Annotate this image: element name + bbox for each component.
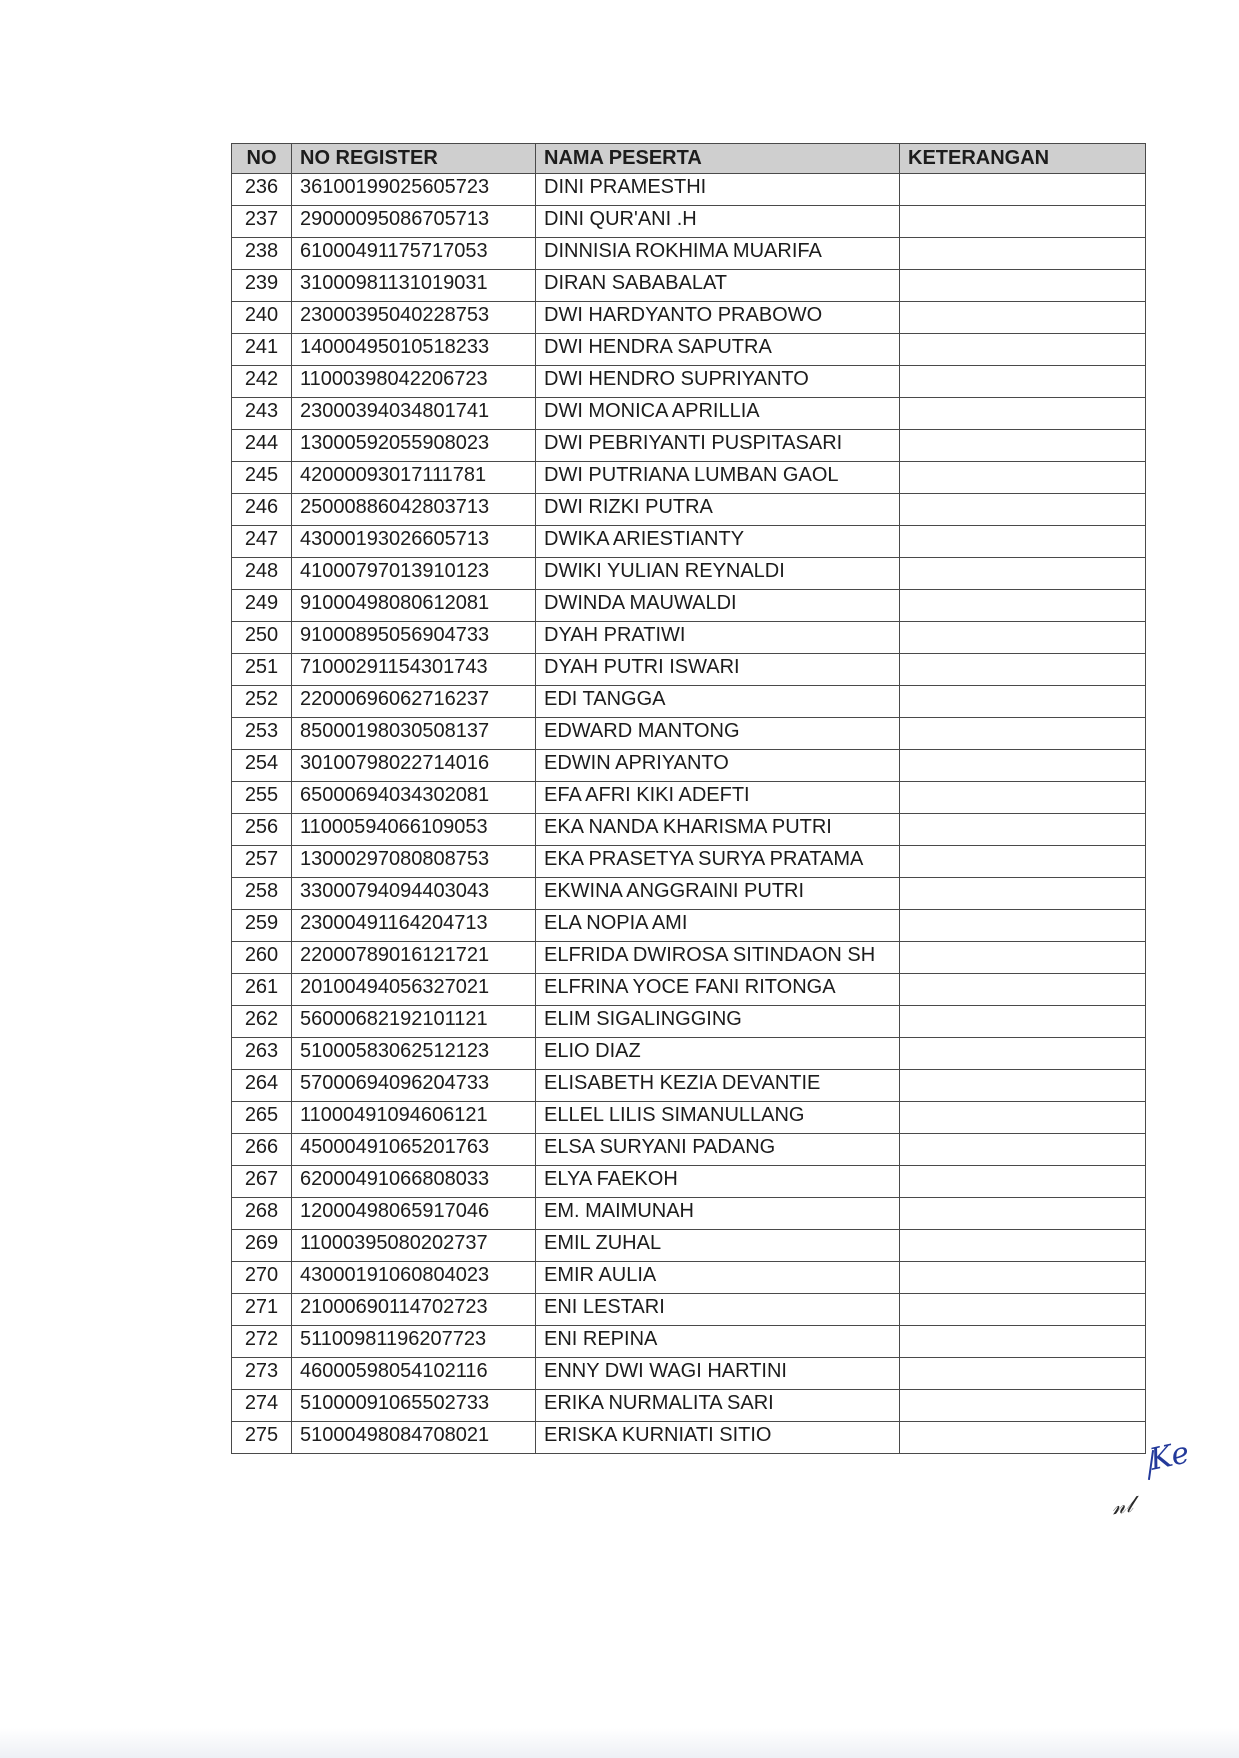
cell-name: ELLEL LILIS SIMANULLANG — [536, 1102, 900, 1134]
table-row — [232, 1134, 1146, 1166]
cell-no: 251 — [232, 654, 292, 686]
cell-no: 242 — [232, 366, 292, 398]
table-row — [232, 782, 1146, 814]
cell-name: ENNY DWI WAGI HARTINI — [536, 1358, 900, 1390]
table-row — [232, 334, 1146, 366]
cell-register: 11000491094606121 — [292, 1102, 536, 1134]
table-row — [232, 1102, 1146, 1134]
cell-no: 265 — [232, 1102, 292, 1134]
cell-name: DINI QUR'ANI .H — [536, 206, 900, 238]
cell-note — [900, 1390, 1146, 1422]
cell-note — [900, 686, 1146, 718]
cell-note — [900, 1262, 1146, 1294]
cell-note — [900, 1358, 1146, 1390]
cell-name: EDI TANGGA — [536, 686, 900, 718]
cell-no: 246 — [232, 494, 292, 526]
cell-note — [900, 1166, 1146, 1198]
cell-no: 259 — [232, 910, 292, 942]
cell-name: ERISKA KURNIATI SITIO — [536, 1422, 900, 1454]
cell-no: 245 — [232, 462, 292, 494]
cell-name: DWI RIZKI PUTRA — [536, 494, 900, 526]
cell-no: 258 — [232, 878, 292, 910]
cell-name: EDWARD MANTONG — [536, 718, 900, 750]
cell-no: 273 — [232, 1358, 292, 1390]
cell-no: 256 — [232, 814, 292, 846]
cell-name: ELYA FAEKOH — [536, 1166, 900, 1198]
table-row — [232, 1262, 1146, 1294]
cell-no: 254 — [232, 750, 292, 782]
table-row — [232, 654, 1146, 686]
cell-note — [900, 398, 1146, 430]
table-header-row — [232, 144, 1146, 174]
header-note: KETERANGAN — [900, 144, 1146, 174]
cell-no: 271 — [232, 1294, 292, 1326]
cell-name: ENI LESTARI — [536, 1294, 900, 1326]
table-row — [232, 462, 1146, 494]
cell-no: 237 — [232, 206, 292, 238]
cell-register: 13000297080808753 — [292, 846, 536, 878]
cell-note — [900, 1198, 1146, 1230]
cell-register: 31000981131019031 — [292, 270, 536, 302]
table-row — [232, 686, 1146, 718]
cell-no: 257 — [232, 846, 292, 878]
table-row — [232, 814, 1146, 846]
table-row — [232, 622, 1146, 654]
table-row — [232, 1166, 1146, 1198]
cell-register: 29000095086705713 — [292, 206, 536, 238]
cell-register: 43000193026605713 — [292, 526, 536, 558]
table-row — [232, 1326, 1146, 1358]
cell-note — [900, 654, 1146, 686]
cell-no: 269 — [232, 1230, 292, 1262]
cell-register: 22000789016121721 — [292, 942, 536, 974]
cell-register: 51000583062512123 — [292, 1038, 536, 1070]
table-row — [232, 398, 1146, 430]
cell-no: 267 — [232, 1166, 292, 1198]
cell-register: 45000491065201763 — [292, 1134, 536, 1166]
cell-register: 41000797013910123 — [292, 558, 536, 590]
table-row — [232, 430, 1146, 462]
cell-note — [900, 1006, 1146, 1038]
cell-name: ELIM SIGALINGGING — [536, 1006, 900, 1038]
cell-no: 272 — [232, 1326, 292, 1358]
cell-name: ELIO DIAZ — [536, 1038, 900, 1070]
header-no: NO — [232, 144, 292, 174]
cell-no: 241 — [232, 334, 292, 366]
cell-register: 56000682192101121 — [292, 1006, 536, 1038]
cell-no: 240 — [232, 302, 292, 334]
cell-register: 43000191060804023 — [292, 1262, 536, 1294]
table-row — [232, 270, 1146, 302]
cell-name: DYAH PRATIWI — [536, 622, 900, 654]
cell-name: DWINDA MAUWALDI — [536, 590, 900, 622]
cell-note — [900, 334, 1146, 366]
cell-note — [900, 590, 1146, 622]
cell-no: 262 — [232, 1006, 292, 1038]
table-row — [232, 974, 1146, 1006]
table-row — [232, 910, 1146, 942]
cell-register: 71000291154301743 — [292, 654, 536, 686]
cell-register: 25000886042803713 — [292, 494, 536, 526]
cell-register: 33000794094403043 — [292, 878, 536, 910]
cell-no: 243 — [232, 398, 292, 430]
cell-note — [900, 878, 1146, 910]
cell-note — [900, 366, 1146, 398]
cell-no: 250 — [232, 622, 292, 654]
cell-name: EMIR AULIA — [536, 1262, 900, 1294]
cell-note — [900, 814, 1146, 846]
cell-register: 13000592055908023 — [292, 430, 536, 462]
cell-name: ELA NOPIA AMI — [536, 910, 900, 942]
cell-no: 260 — [232, 942, 292, 974]
cell-register: 91000498080612081 — [292, 590, 536, 622]
cell-no: 268 — [232, 1198, 292, 1230]
cell-name: EDWIN APRIYANTO — [536, 750, 900, 782]
table-row — [232, 1230, 1146, 1262]
cell-no: 244 — [232, 430, 292, 462]
table-row — [232, 942, 1146, 974]
cell-no: 263 — [232, 1038, 292, 1070]
cell-register: 11000398042206723 — [292, 366, 536, 398]
cell-register: 91000895056904733 — [292, 622, 536, 654]
cell-note — [900, 910, 1146, 942]
cell-register: 36100199025605723 — [292, 174, 536, 206]
cell-no: 275 — [232, 1422, 292, 1454]
cell-register: 51000498084708021 — [292, 1422, 536, 1454]
cell-note — [900, 750, 1146, 782]
table-row — [232, 366, 1146, 398]
cell-no: 239 — [232, 270, 292, 302]
participant-table — [231, 143, 1146, 1454]
table-row — [232, 750, 1146, 782]
cell-name: EM. MAIMUNAH — [536, 1198, 900, 1230]
table-row — [232, 238, 1146, 270]
cell-name: DINI PRAMESTHI — [536, 174, 900, 206]
cell-name: DIRAN SABABALAT — [536, 270, 900, 302]
cell-note — [900, 782, 1146, 814]
cell-register: 22000696062716237 — [292, 686, 536, 718]
cell-name: DWIKI YULIAN REYNALDI — [536, 558, 900, 590]
table-row — [232, 1390, 1146, 1422]
table-row — [232, 1006, 1146, 1038]
cell-no: 253 — [232, 718, 292, 750]
cell-no: 248 — [232, 558, 292, 590]
cell-register: 23000394034801741 — [292, 398, 536, 430]
table-row — [232, 206, 1146, 238]
header-name: NAMA PESERTA — [536, 144, 900, 174]
table-row — [232, 302, 1146, 334]
cell-no: 274 — [232, 1390, 292, 1422]
cell-note — [900, 718, 1146, 750]
cell-note — [900, 1134, 1146, 1166]
table-row — [232, 1422, 1146, 1454]
cell-no: 252 — [232, 686, 292, 718]
table-row — [232, 846, 1146, 878]
cell-name: EKWINA ANGGRAINI PUTRI — [536, 878, 900, 910]
cell-name: ELISABETH KEZIA DEVANTIE — [536, 1070, 900, 1102]
cell-name: DINNISIA ROKHIMA MUARIFA — [536, 238, 900, 270]
table-row — [232, 174, 1146, 206]
header-register: NO REGISTER — [292, 144, 536, 174]
cell-register: 46000598054102116 — [292, 1358, 536, 1390]
cell-register: 85000198030508137 — [292, 718, 536, 750]
cell-name: ENI REPINA — [536, 1326, 900, 1358]
cell-name: ELFRINA YOCE FANI RITONGA — [536, 974, 900, 1006]
table-row — [232, 590, 1146, 622]
cell-name: EKA NANDA KHARISMA PUTRI — [536, 814, 900, 846]
cell-note — [900, 1326, 1146, 1358]
cell-name: DWI HARDYANTO PRABOWO — [536, 302, 900, 334]
cell-register: 21000690114702723 — [292, 1294, 536, 1326]
table-row — [232, 558, 1146, 590]
cell-note — [900, 942, 1146, 974]
cell-note — [900, 1102, 1146, 1134]
cell-register: 65000694034302081 — [292, 782, 536, 814]
cell-note — [900, 846, 1146, 878]
cell-no: 249 — [232, 590, 292, 622]
cell-note — [900, 1070, 1146, 1102]
cell-register: 61000491175717053 — [292, 238, 536, 270]
cell-register: 23000395040228753 — [292, 302, 536, 334]
cell-name: EMIL ZUHAL — [536, 1230, 900, 1262]
cell-name: DWI PEBRIYANTI PUSPITASARI — [536, 430, 900, 462]
cell-register: 11000594066109053 — [292, 814, 536, 846]
cell-name: DWI HENDRO SUPRIYANTO — [536, 366, 900, 398]
table-row — [232, 1038, 1146, 1070]
cell-note — [900, 622, 1146, 654]
cell-no: 238 — [232, 238, 292, 270]
table-body — [232, 174, 1146, 1454]
cell-note — [900, 206, 1146, 238]
cell-note — [900, 462, 1146, 494]
cell-name: DWI MONICA APRILLIA — [536, 398, 900, 430]
cell-name: EKA PRASETYA SURYA PRATAMA — [536, 846, 900, 878]
cell-no: 255 — [232, 782, 292, 814]
cell-register: 30100798022714016 — [292, 750, 536, 782]
cell-register: 12000498065917046 — [292, 1198, 536, 1230]
table-row — [232, 718, 1146, 750]
cell-note — [900, 494, 1146, 526]
cell-no: 247 — [232, 526, 292, 558]
cell-register: 20100494056327021 — [292, 974, 536, 1006]
cell-register: 57000694096204733 — [292, 1070, 536, 1102]
cell-name: ELFRIDA DWIROSA SITINDAON SH — [536, 942, 900, 974]
cell-register: 42000093017111781 — [292, 462, 536, 494]
cell-note — [900, 974, 1146, 1006]
cell-name: DWI HENDRA SAPUTRA — [536, 334, 900, 366]
cell-note — [900, 238, 1146, 270]
cell-register: 11000395080202737 — [292, 1230, 536, 1262]
cell-note — [900, 1230, 1146, 1262]
table-row — [232, 526, 1146, 558]
cell-note — [900, 302, 1146, 334]
cell-note — [900, 1422, 1146, 1454]
cell-name: DYAH PUTRI ISWARI — [536, 654, 900, 686]
cell-name: ELSA SURYANI PADANG — [536, 1134, 900, 1166]
cell-note — [900, 174, 1146, 206]
cell-register: 62000491066808033 — [292, 1166, 536, 1198]
table-row — [232, 1358, 1146, 1390]
cell-register: 51000091065502733 — [292, 1390, 536, 1422]
cell-register: 51100981196207723 — [292, 1326, 536, 1358]
signature-initial: Ke — [1146, 1435, 1193, 1478]
cell-no: 270 — [232, 1262, 292, 1294]
table-row — [232, 878, 1146, 910]
cell-note — [900, 1038, 1146, 1070]
cell-note — [900, 526, 1146, 558]
signature-paraf: 𝓃𝓁 — [1110, 1492, 1135, 1521]
cell-no: 266 — [232, 1134, 292, 1166]
table-row — [232, 1070, 1146, 1102]
cell-no: 264 — [232, 1070, 292, 1102]
cell-name: EFA AFRI KIKI ADEFTI — [536, 782, 900, 814]
table-row — [232, 1198, 1146, 1230]
cell-no: 236 — [232, 174, 292, 206]
cell-no: 261 — [232, 974, 292, 1006]
table-row — [232, 1294, 1146, 1326]
cell-name: DWIKA ARIESTIANTY — [536, 526, 900, 558]
cell-note — [900, 558, 1146, 590]
table-row — [232, 494, 1146, 526]
cell-note — [900, 430, 1146, 462]
scan-edge-shadow — [0, 1728, 1239, 1758]
cell-register: 23000491164204713 — [292, 910, 536, 942]
cell-note — [900, 1294, 1146, 1326]
cell-note — [900, 270, 1146, 302]
cell-register: 14000495010518233 — [292, 334, 536, 366]
cell-name: DWI PUTRIANA LUMBAN GAOL — [536, 462, 900, 494]
cell-name: ERIKA NURMALITA SARI — [536, 1390, 900, 1422]
